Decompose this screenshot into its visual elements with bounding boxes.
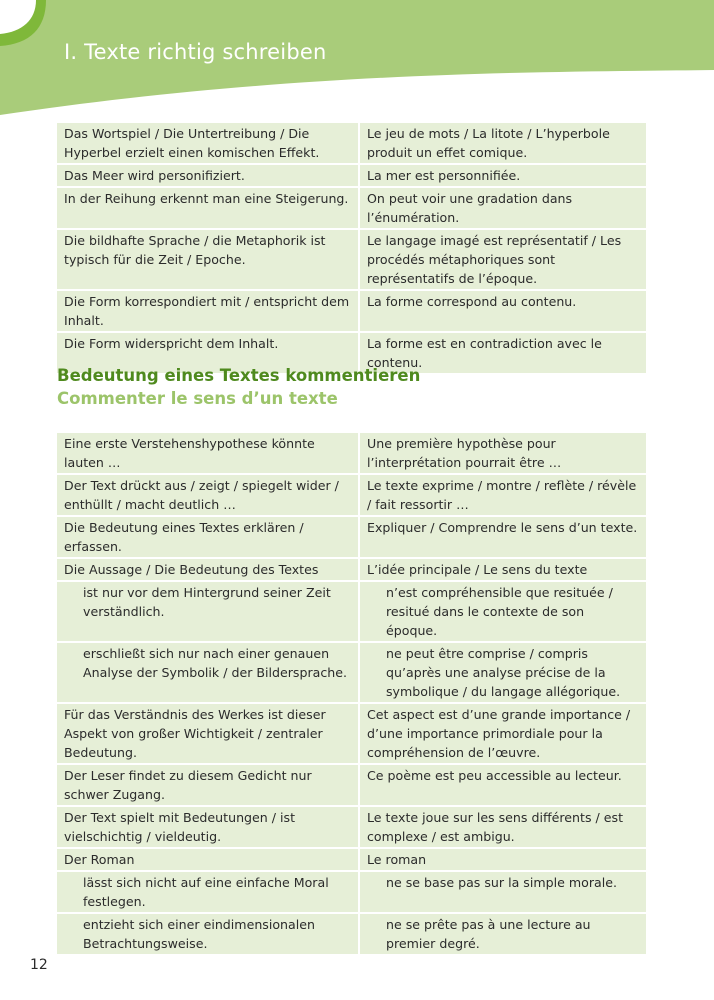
german-phrase: Die Bedeutung eines Textes erklären / erfassen. [57, 517, 358, 557]
french-phrase: Cet aspect est d’une grande importance / d’une importance primordiale pour la compréhension de l’œuvre. [360, 704, 646, 763]
french-phrase: ne peut être comprise / compris qu’après une analyse précise de la symbolique / du langage allégorique. [360, 643, 646, 702]
german-phrase: entzieht sich einer eindimensionalen Betrachtungsweise. [57, 914, 358, 954]
german-phrase: Das Meer wird personifiziert. [57, 165, 358, 186]
vocabulary-table-text-meaning [57, 433, 646, 956]
section-title-french: Commenter le sens d’un texte [57, 389, 338, 408]
german-phrase: Eine erste Verstehenshypothese könnte lauten … [57, 433, 358, 473]
french-phrase: Le roman [360, 849, 646, 870]
table-row [57, 291, 646, 331]
german-phrase: Das Wortspiel / Die Untertreibung / Die Hyperbel erzielt einen komischen Effekt. [57, 123, 358, 163]
table-row [57, 230, 646, 289]
french-phrase: Le texte joue sur les sens différents / est complexe / est ambigu. [360, 807, 646, 847]
table-row [57, 914, 646, 954]
vocabulary-table-stylistic-devices [57, 123, 646, 375]
german-phrase: Die Form korrespondiert mit / entspricht dem Inhalt. [57, 291, 358, 331]
french-phrase: Expliquer / Comprendre le sens d’un texte. [360, 517, 646, 557]
german-phrase: Die Form widerspricht dem Inhalt. [57, 333, 358, 373]
table-row [57, 807, 646, 847]
french-phrase: Le langage imagé est représentatif / Les procédés métaphoriques sont représentatifs de l’époque. [360, 230, 646, 289]
french-phrase: L’idée principale / Le sens du texte [360, 559, 646, 580]
page-number: 12 [30, 957, 48, 973]
table-row [57, 165, 646, 186]
french-phrase: La mer est personnifiée. [360, 165, 646, 186]
german-phrase: Der Text drückt aus / zeigt / spiegelt wider / enthüllt / macht deutlich … [57, 475, 358, 515]
table-row [57, 643, 646, 702]
table-row [57, 123, 646, 163]
chapter-title: I. Texte richtig schreiben [64, 40, 327, 64]
french-phrase: La forme est en contradiction avec le contenu. [360, 333, 646, 373]
table-row [57, 559, 646, 580]
table-row [57, 582, 646, 641]
german-phrase: Die Aussage / Die Bedeutung des Textes [57, 559, 358, 580]
table-row [57, 704, 646, 763]
german-phrase: Der Text spielt mit Bedeutungen / ist vielschichtig / vieldeutig. [57, 807, 358, 847]
french-phrase: Ce poème est peu accessible au lecteur. [360, 765, 646, 805]
section-title-german: Bedeutung eines Textes kommentieren [57, 366, 421, 385]
table-row [57, 433, 646, 473]
german-phrase: Die bildhafte Sprache / die Metaphorik ist typisch für die Zeit / Epoche. [57, 230, 358, 289]
chapter-header-band [0, 0, 714, 120]
section-heading [57, 364, 420, 410]
french-phrase: ne se base pas sur la simple morale. [360, 872, 646, 912]
german-phrase: Für das Verständnis des Werkes ist dieser Aspekt von großer Wichtigkeit / zentraler Bedeutung. [57, 704, 358, 763]
french-phrase: n’est compréhensible que resituée / resitué dans le contexte de son époque. [360, 582, 646, 641]
german-phrase: erschließt sich nur nach einer genauen Analyse der Symbolik / der Bildersprache. [57, 643, 358, 702]
french-phrase: La forme correspond au contenu. [360, 291, 646, 331]
table-row [57, 872, 646, 912]
table-row [57, 765, 646, 805]
table-row [57, 517, 646, 557]
french-phrase: Le jeu de mots / La litote / L’hyperbole produit un effet comique. [360, 123, 646, 163]
german-phrase: In der Reihung erkennt man eine Steigerung. [57, 188, 358, 228]
german-phrase: Der Roman [57, 849, 358, 870]
table-row [57, 475, 646, 515]
french-phrase: Le texte exprime / montre / reflète / révèle / fait ressortir … [360, 475, 646, 515]
table-row [57, 188, 646, 228]
french-phrase: ne se prête pas à une lecture au premier degré. [360, 914, 646, 954]
table-row [57, 849, 646, 870]
french-phrase: Une première hypothèse pour l’interprétation pourrait être … [360, 433, 646, 473]
german-phrase: Der Leser findet zu diesem Gedicht nur schwer Zugang. [57, 765, 358, 805]
german-phrase: ist nur vor dem Hintergrund seiner Zeit verständlich. [57, 582, 358, 641]
french-phrase: On peut voir une gradation dans l’énumération. [360, 188, 646, 228]
german-phrase: lässt sich nicht auf eine einfache Moral festlegen. [57, 872, 358, 912]
